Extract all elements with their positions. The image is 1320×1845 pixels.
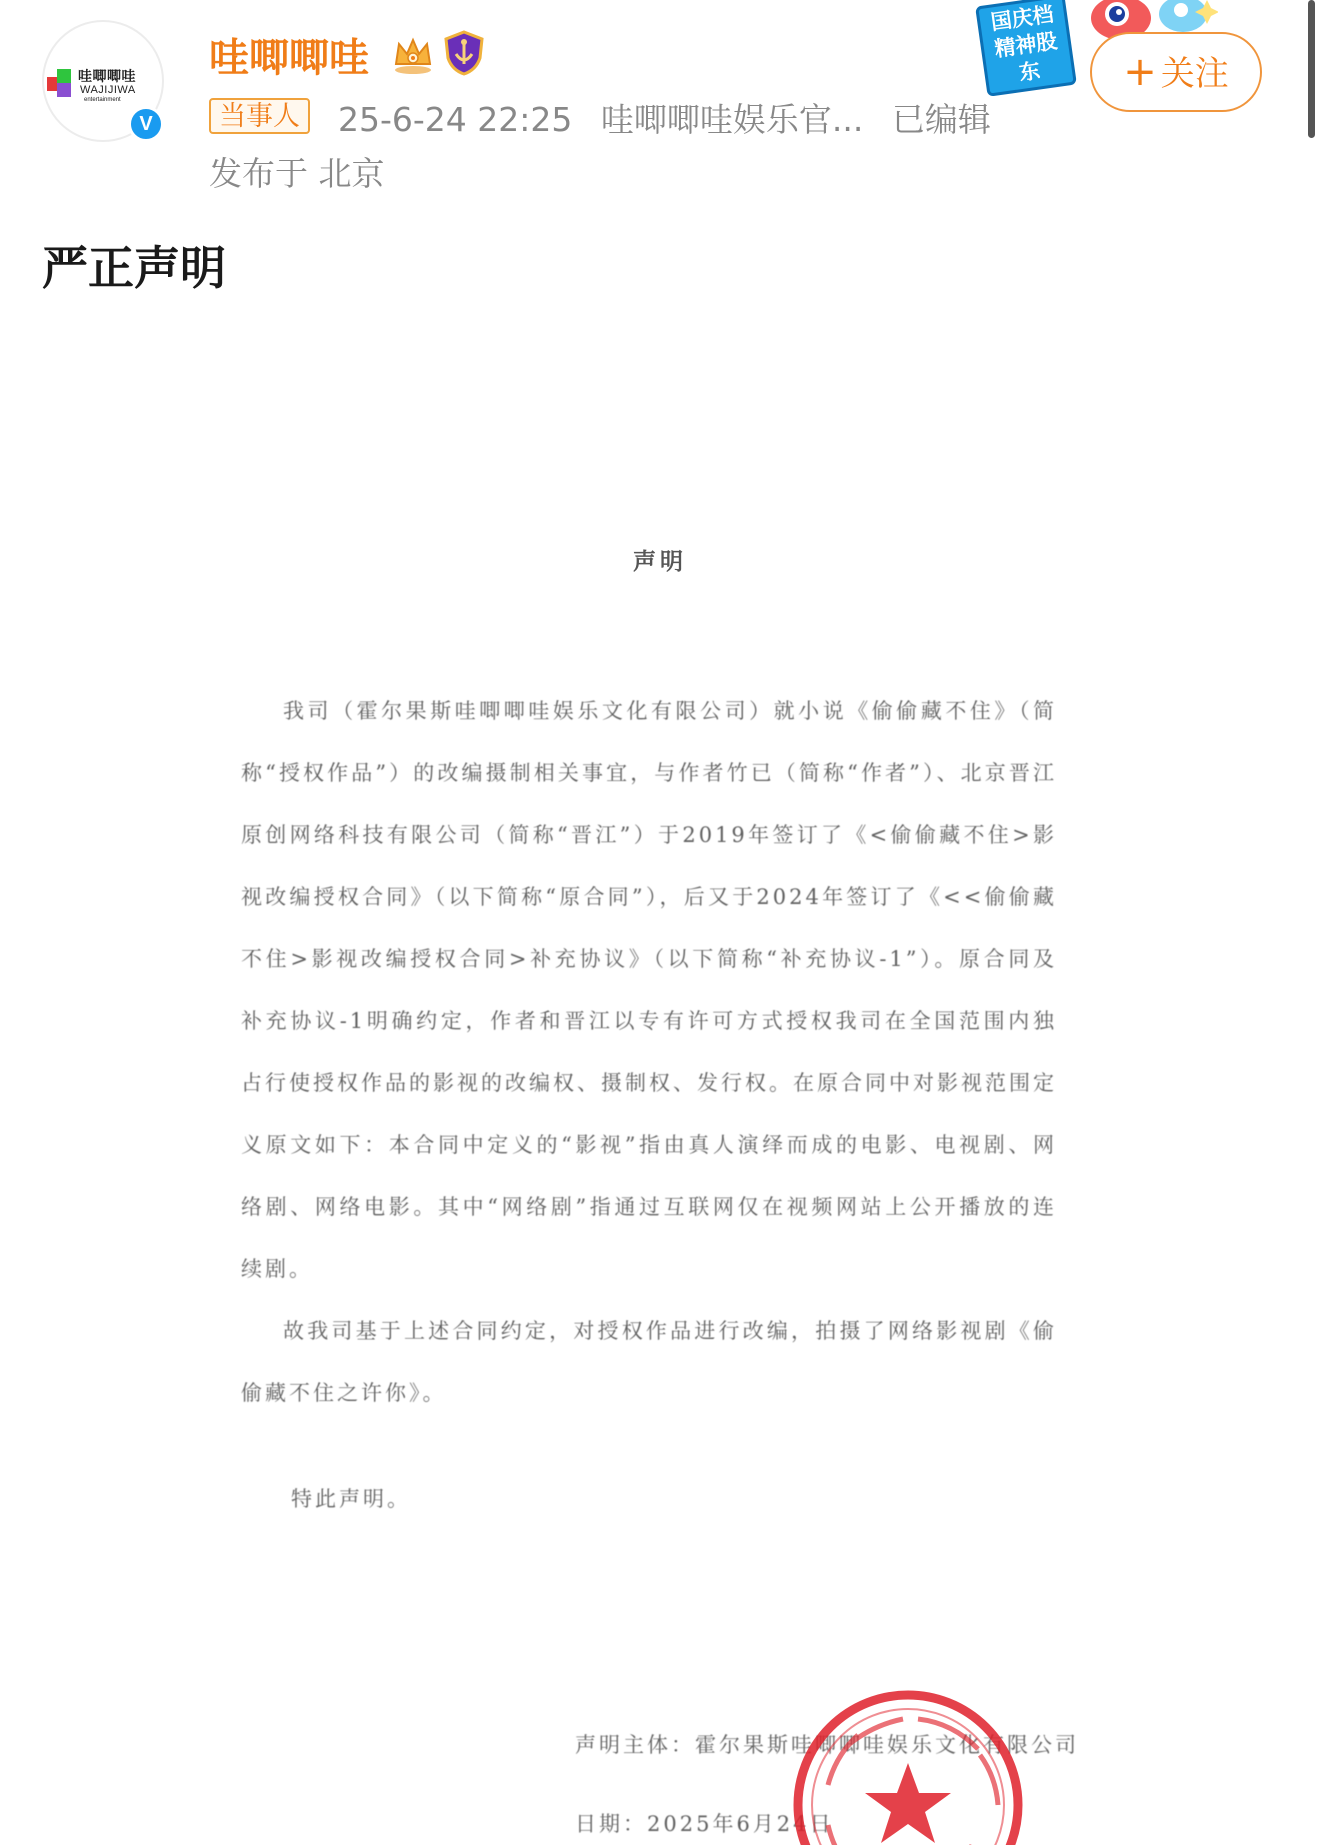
post-timestamp: 25-6-24 22:25 xyxy=(338,100,573,139)
avatar-logo-cn: 哇唧唧哇 xyxy=(78,69,136,85)
follow-label: 关注 xyxy=(1160,54,1229,94)
post-title: 严正声明 xyxy=(42,241,226,295)
statement-image[interactable] xyxy=(0,330,1320,1845)
party-tag: 当事人 xyxy=(209,98,310,134)
avatar-logo-en: WAJIJIWA xyxy=(80,84,136,96)
document-heading: 声明 xyxy=(633,548,687,575)
follow-button[interactable] xyxy=(1090,32,1262,112)
brand-logo-icon xyxy=(47,69,77,99)
plus-icon: + xyxy=(1123,49,1157,95)
crown-icon[interactable] xyxy=(390,30,436,76)
post-meta xyxy=(338,94,1009,141)
document-date: 日期：2025年6月24日 xyxy=(575,1812,834,1836)
avatar-logo-sub: entertainment xyxy=(84,97,121,103)
username[interactable]: 哇唧唧哇 xyxy=(209,35,369,81)
sticker-label: 国庆档精神股东 xyxy=(975,0,1077,97)
post-location: 发布于 北京 xyxy=(209,154,385,193)
verified-icon: V xyxy=(128,106,164,142)
post-source[interactable]: 哇唧唧哇娱乐官... xyxy=(600,100,864,139)
edited-label[interactable]: 已编辑 xyxy=(891,100,991,139)
company-seal-icon xyxy=(788,1685,1028,1845)
document-paragraph: 故我司基于上述合同约定，对授权作品进行改编，拍摄了网络影视剧《偷偷藏不住之许你》。 xyxy=(241,1319,1057,1405)
document-signer: 声明主体：霍尔果斯哇唧唧哇娱乐文化有限公司 xyxy=(575,1733,1079,1757)
scrollbar[interactable] xyxy=(1308,0,1315,138)
document-body xyxy=(241,680,1057,1424)
document-paragraph: 我司（霍尔果斯哇唧唧哇娱乐文化有限公司）就小说《偷偷藏不住》（简称“授权作品”）的改编摄制相关事宜，与作者竹已（简称“作者”）、北京晋江原创网络科技有限公司（简称“晋江”）于2019年签订了《<偷偷藏不住>影视改编授权合同》（以下简称“原合同”），后又于2024年签订了《<<偷偷藏不住>影视改编授权合同>补充协议》（以下简称“补充协议-1”）。原合同及补充协议-1明确约定，作者和晋江以专有许可方式授权我司在全国范围内独占行使授权作品的影视的改编权、摄制权、发行权。在原合同中对影视范围定义原文如下：本合同中定义的“影视”指由真人演绎而成的电影、电视剧、网络剧、网络电影。其中“网络剧”指通过互联网仅在视频网站上公开播放的连续剧。 xyxy=(241,699,1057,1281)
shield-icon[interactable] xyxy=(442,30,486,76)
document-closing: 特此声明。 xyxy=(291,1487,411,1511)
